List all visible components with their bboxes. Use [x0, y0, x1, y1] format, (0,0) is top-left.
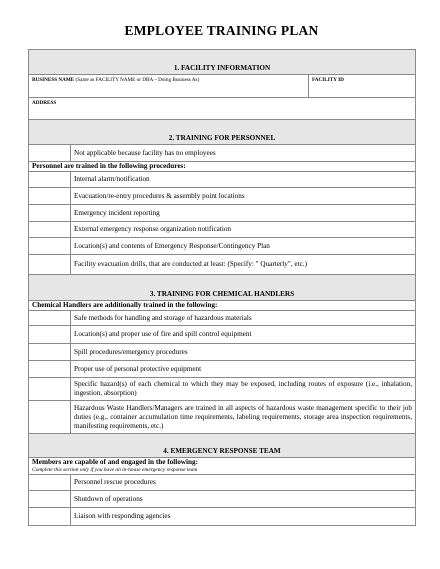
emergency-item-checkbox[interactable] [29, 475, 71, 491]
chemical-item-checkbox[interactable] [29, 344, 71, 361]
chemical-item-label: Spill procedures/emergency procedures [71, 344, 416, 361]
chemical-item-checkbox[interactable] [29, 401, 71, 434]
section-heading-chemical: 3. TRAINING FOR CHEMICAL HANDLERS [29, 275, 416, 301]
emergency-item-label: Personnel rescue procedures [71, 475, 416, 491]
personnel-item-checkbox[interactable] [29, 172, 71, 188]
business-name-row [29, 75, 416, 98]
chemical-item-row [29, 401, 416, 434]
business-name-label: BUSINESS NAME [32, 77, 75, 83]
chemical-item-label: Safe methods for handling and storage of hazardous materials [71, 311, 416, 326]
chemical-item-label: Location(s) and proper use of fire and spill control equipment [71, 326, 416, 344]
address-field[interactable] [29, 98, 416, 120]
personnel-item-checkbox[interactable] [29, 205, 71, 222]
emergency-item-label: Shutdown of operations [71, 491, 416, 508]
section-2-header-row [29, 120, 416, 145]
personnel-item-row [29, 238, 416, 255]
section-1-header-row [29, 50, 416, 75]
chemical-item-checkbox[interactable] [29, 311, 71, 326]
section-heading-emergency: 4. EMERGENCY RESPONSE TEAM [29, 434, 416, 458]
personnel-item-checkbox[interactable] [29, 255, 71, 275]
section-heading-personnel: 2. TRAINING FOR PERSONNEL [29, 120, 416, 145]
personnel-item-label: Evacuation/re-entry procedures & assembly point locations [71, 188, 416, 205]
chemical-item-label: Proper use of personal protective equipment [71, 361, 416, 378]
personnel-subheading: Personnel are trained in the following procedures: [29, 162, 416, 172]
chemical-item-label: Hazardous Waste Handlers/Managers are trained in all aspects of hazardous waste management specific to their job duties (e.g., container accumulation time requirements, labeling requirements, storage area inspection requirements, manifesting requirements, etc.) [71, 401, 416, 434]
facility-id-field[interactable] [309, 75, 416, 98]
chemical-item-label: Specific hazard(s) of each chemical to which they may be exposed, including routes of exposure (i.e., inhalation, ingestion, absorption) [71, 378, 416, 401]
personnel-item-label: Facility evacuation drills, that are conducted at least: (Specify: " Quarterly", etc.) [71, 255, 416, 275]
section-4-header-row [29, 434, 416, 458]
personnel-item-label: Emergency incident reporting [71, 205, 416, 222]
emergency-note: Complete this section only if you have an in-house emergency response team [32, 467, 198, 473]
emergency-subheading: Members are capable of and engaged in the following: [32, 458, 198, 466]
chemical-subheading: Chemical Handlers are additionally trained in the following: [29, 301, 416, 311]
chemical-item-checkbox[interactable] [29, 361, 71, 378]
chemical-item-checkbox[interactable] [29, 326, 71, 344]
section-heading-facility: 1. FACILITY INFORMATION [29, 50, 416, 75]
emergency-item-row [29, 491, 416, 508]
personnel-item-label: External emergency response organization notification [71, 222, 416, 238]
facility-id-label: FACILITY ID [312, 77, 344, 83]
emergency-subheading-cell [29, 458, 416, 475]
chemical-item-row [29, 344, 416, 361]
chemical-subheading-row [29, 301, 416, 311]
personnel-item-row [29, 205, 416, 222]
personnel-item-row [29, 222, 416, 238]
personnel-item-checkbox[interactable] [29, 188, 71, 205]
chemical-item-row [29, 326, 416, 344]
personnel-item-checkbox[interactable] [29, 222, 71, 238]
chemical-item-row [29, 378, 416, 401]
address-row [29, 98, 416, 120]
document-title: EMPLOYEE TRAINING PLAN [124, 23, 319, 38]
emergency-item-checkbox[interactable] [29, 508, 71, 526]
emergency-subheading-row [29, 458, 416, 475]
personnel-item-checkbox[interactable] [29, 238, 71, 255]
personnel-item-row [29, 188, 416, 205]
personnel-item-row [29, 255, 416, 275]
section-3-header-row [29, 275, 416, 301]
not-applicable-text: Not applicable because facility has no employees [71, 145, 416, 162]
emergency-item-row [29, 508, 416, 526]
emergency-item-checkbox[interactable] [29, 491, 71, 508]
personnel-subheading-row [29, 162, 416, 172]
emergency-item-row [29, 475, 416, 491]
not-applicable-row [29, 145, 416, 162]
training-plan-form [28, 49, 416, 526]
personnel-item-label: Internal alarm/notification [71, 172, 416, 188]
business-name-hint: (Same as FACILITY NAME or DBA – Doing Business As) [75, 77, 200, 83]
personnel-item-label: Location(s) and contents of Emergency Response/Contingency Plan [71, 238, 416, 255]
emergency-item-label: Liaison with responding agencies [71, 508, 416, 526]
address-label: ADDRESS [32, 100, 57, 106]
chemical-item-row [29, 361, 416, 378]
not-applicable-checkbox[interactable] [29, 145, 71, 162]
chemical-item-checkbox[interactable] [29, 378, 71, 401]
personnel-item-row [29, 172, 416, 188]
chemical-item-row [29, 311, 416, 326]
business-name-field[interactable] [29, 75, 309, 98]
